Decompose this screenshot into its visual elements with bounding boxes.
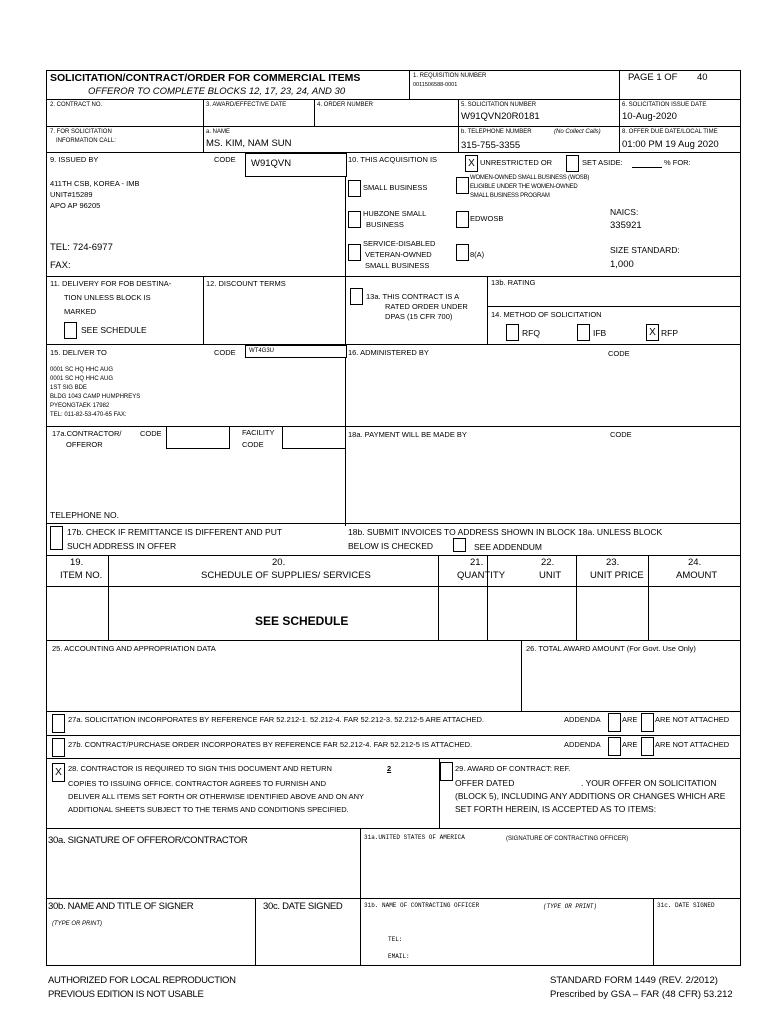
27a-are-not-checkbox[interactable] — [641, 713, 654, 732]
issued-by-address-1: 411TH CSB, KOREA - IMB — [50, 179, 140, 188]
signer-name-label: 30b. NAME AND TITLE OF SIGNER — [48, 901, 194, 912]
col-unit-label: UNIT — [539, 570, 562, 581]
fob-see-schedule-label: SEE SCHEDULE — [81, 325, 147, 335]
officer-type-or-print: (TYPE OR PRINT) — [543, 903, 598, 910]
wosb-checkbox[interactable] — [456, 177, 469, 194]
col-unit-num: 22. — [541, 557, 555, 568]
contractor-code-label: CODE — [140, 429, 162, 438]
naics-value: 335921 — [610, 220, 642, 231]
eight-a-checkbox[interactable] — [456, 244, 469, 261]
size-standard-value: 1,000 — [610, 259, 634, 270]
contract-no-label: 2. CONTRACT NO. — [50, 102, 103, 108]
pct-for-label: % FOR: — [664, 158, 691, 167]
hubzone-label-2: BUSINESS — [366, 220, 404, 229]
29-checkbox[interactable] — [440, 762, 453, 781]
27b-addenda-label: ADDENDA — [564, 740, 601, 749]
phone-note: (No Collect Calls) — [554, 129, 601, 135]
accounting-label: 25. ACCOUNTING AND APPROPRIATION DATA — [52, 644, 216, 653]
block11-line-1: 11. DELIVERY FOR FOB DESTINA- — [50, 279, 172, 288]
block11-line-2: TION UNLESS BLOCK IS — [64, 293, 151, 302]
sdvosb-label-1: SERVICE-DISABLED — [363, 239, 436, 248]
officer-tel-label: TEL: — [388, 936, 403, 943]
29-line-3: (BLOCK 5), INCLUDING ANY ADDITIONS OR CHANGES WHICH ARE — [455, 791, 726, 801]
block13a-line-1: 13a. THIS CONTRACT IS A — [366, 292, 460, 301]
deliver-to-address-3: 1ST SIG BDE — [50, 385, 87, 391]
deliver-to-address-5: PYEONGTAEK 17982 — [50, 403, 110, 409]
phone-value: 315-755-3355 — [461, 140, 521, 151]
rfp-checkbox[interactable]: X — [646, 324, 659, 341]
sdvosb-label-2: VETERAN-OWNED — [365, 250, 432, 259]
27a-text: 27a. SOLICITATION INCORPORATES BY REFERENCE FAR 52.212-1. 52.212-4. FAR 52.212-3. 52.212-5 ARE ATTACHED. — [68, 715, 484, 724]
contractor-label-1: 17a.CONTRACTOR/ — [52, 429, 122, 438]
27a-are-checkbox[interactable] — [608, 713, 621, 732]
signature-officer-label: (SIGNATURE OF CONTRACTING OFFICER) — [506, 836, 629, 842]
see-addendum-checkbox[interactable] — [453, 538, 466, 552]
29-line-2b: . YOUR OFFER ON SOLICITATION — [581, 778, 717, 788]
name-value: MS. KIM, NAM SUN — [206, 138, 292, 149]
issued-by-address-3: APO AP 96205 — [50, 201, 101, 210]
officer-date-signed-label: 31c. DATE SIGNED — [657, 902, 715, 909]
requisition-label: 1. REQUISITION NUMBER — [413, 73, 487, 79]
facility-label-1: FACILITY — [242, 428, 275, 437]
27a-addenda-label: ADDENDA — [564, 715, 601, 724]
27a-checkbox[interactable] — [52, 714, 65, 733]
footer-previous-edition: PREVIOUS EDITION IS NOT USABLE — [48, 989, 204, 1000]
col-schedule-label: SCHEDULE OF SUPPLIES/ SERVICES — [201, 570, 371, 581]
wosb-label-2: ELIGIBLE UNDER THE WOMEN-OWNED — [470, 184, 578, 190]
rfp-label: RFP — [661, 328, 678, 338]
issued-by-label: 9. ISSUED BY — [50, 155, 99, 164]
27b-are-not-checkbox[interactable] — [641, 737, 654, 756]
rfq-checkbox[interactable] — [506, 324, 519, 341]
deliver-to-address-6: TEL: 011-82-53-470-65 FAX: — [50, 412, 127, 418]
set-aside-checkbox[interactable] — [566, 155, 579, 172]
remittance-checkbox[interactable] — [50, 526, 63, 550]
small-business-label: SMALL BUSINESS — [363, 183, 428, 192]
facility-label-2: CODE — [242, 440, 264, 449]
see-addendum-label: SEE ADDENDUM — [474, 542, 543, 552]
dpas-checkbox[interactable] — [350, 288, 363, 305]
page-label: PAGE 1 OF — [628, 72, 678, 83]
block7-label-2: INFORMATION CALL: — [56, 138, 116, 144]
hubzone-checkbox[interactable] — [348, 211, 361, 228]
eight-a-label: 8(A) — [470, 250, 485, 259]
footer-prescribed-by: Prescribed by GSA – FAR (48 CFR) 53.212 — [550, 989, 733, 1000]
invoices-label-2: BELOW IS CHECKED — [348, 541, 434, 551]
form-title: SOLICITATION/CONTRACT/ORDER FOR COMMERCIAL ITEMS — [50, 72, 361, 84]
col-amount-num: 24. — [688, 557, 702, 568]
fob-see-schedule-checkbox[interactable] — [64, 322, 77, 339]
award-date-label: 3. AWARD/EFFECTIVE DATE — [206, 102, 287, 108]
set-aside-blank — [632, 167, 662, 168]
28-line-1: 28. CONTRACTOR IS REQUIRED TO SIGN THIS DOCUMENT AND RETURN — [68, 764, 332, 773]
remittance-label-1: 17b. CHECK IF REMITTANCE IS DIFFERENT AND PUT — [67, 527, 283, 537]
col-unit-price-label: UNIT PRICE — [590, 570, 644, 581]
deliver-to-address-1: 0001 SC HQ HHC AUG — [50, 367, 114, 373]
border-top — [46, 70, 741, 71]
contractor-code-box[interactable] — [166, 426, 230, 449]
col-schedule-num: 20. — [272, 557, 286, 568]
deliver-to-code-label: CODE — [214, 348, 236, 357]
page-total: 40 — [697, 72, 708, 83]
deliver-to-code-value: WT4G3U — [249, 348, 275, 354]
facility-code-box[interactable] — [282, 426, 346, 449]
solicitation-number-label: 5. SOLICITATION NUMBER — [461, 102, 537, 108]
payment-code-label: CODE — [610, 430, 632, 439]
usa-label: 31a.UNITED STATES OF AMERICA — [364, 834, 465, 841]
border-right — [740, 70, 741, 966]
29-line-2a: OFFER DATED — [455, 778, 515, 788]
27b-text: 27b. CONTRACT/PURCHASE ORDER INCORPORATES BY REFERENCE FAR 52.212-4. FAR 52.212-5 IS ATTACHED. — [68, 740, 473, 749]
28-line-4: ADDITIONAL SHEETS SUBJECT TO THE TERMS AND CONDITIONS SPECIFIED. — [68, 805, 349, 814]
rating-label: 13b. RATING — [491, 278, 536, 287]
edwosb-label: EDWOSB — [470, 214, 504, 223]
administered-by-code-label: CODE — [608, 349, 630, 358]
acquisition-label: 10. THIS ACQUISITION IS — [348, 155, 438, 164]
contractor-label-2: OFFEROR — [66, 440, 103, 449]
small-business-checkbox[interactable] — [348, 180, 361, 197]
deliver-to-address-2: 0001 SC HQ HHC AUG — [50, 376, 114, 382]
issue-date-value: 10-Aug-2020 — [622, 111, 677, 122]
naics-label: NAICS: — [610, 207, 639, 217]
hubzone-label-1: HUBZONE SMALL — [363, 209, 427, 218]
27b-are-not-label: ARE NOT ATTACHED — [655, 740, 730, 749]
29-line-4: SET FORTH HEREIN, IS ACCEPTED AS TO ITEMS: — [455, 804, 657, 814]
28-line-2: COPIES TO ISSUING OFFICE. CONTRACTOR AGREES TO FURNISH AND — [68, 779, 327, 788]
27b-are-label: ARE — [622, 740, 638, 749]
col-quantity-num: 21. — [470, 557, 484, 568]
ifb-checkbox[interactable] — [577, 324, 590, 341]
signer-type-or-print: (TYPE OR PRINT) — [52, 921, 103, 927]
see-schedule-heading: SEE SCHEDULE — [255, 614, 349, 628]
27a-are-label: ARE — [622, 715, 638, 724]
administered-by-label: 16. ADMINISTERED BY — [348, 348, 429, 357]
payment-by-label: 18a. PAYMENT WILL BE MADE BY — [348, 430, 467, 439]
offer-due-value: 01:00 PM 19 Aug 2020 — [622, 139, 719, 150]
order-number-label: 4. ORDER NUMBER — [317, 102, 374, 108]
edwosb-checkbox[interactable] — [456, 211, 469, 228]
rfq-label: RFQ — [522, 328, 540, 338]
issue-date-label: 6. SOLICITATION ISSUE DATE — [622, 102, 707, 108]
block13a-line-2: RATED ORDER UNDER — [385, 302, 468, 311]
28-checkbox[interactable]: X — [52, 763, 65, 782]
28-copies: 2 — [387, 764, 392, 773]
name-label: a. NAME — [206, 129, 231, 135]
footer-standard-form: STANDARD FORM 1449 (REV. 2/2012) — [550, 975, 718, 986]
signature-offeror-label: 30a. SIGNATURE OF OFFEROR/CONTRACTOR — [48, 835, 248, 846]
issued-by-address-2: UNIT#15289 — [50, 190, 93, 199]
col-unit-price-num: 23. — [606, 557, 620, 568]
requisition-value: 0011506588-0001 — [413, 82, 458, 88]
27b-are-checkbox[interactable] — [608, 737, 621, 756]
set-aside-label: SET ASIDE: — [582, 158, 623, 167]
27b-checkbox[interactable] — [52, 738, 65, 757]
sf1449-form — [46, 70, 741, 966]
block11-line-3: MARKED — [64, 307, 97, 316]
issued-by-code-label: CODE — [214, 155, 236, 164]
border-left — [46, 70, 47, 966]
invoices-label-1: 18b. SUBMIT INVOICES TO ADDRESS SHOWN IN BLOCK 18a. UNLESS BLOCK — [348, 527, 663, 537]
deliver-to-address-4: BLDG 1043 CAMP HUMPHREYS — [50, 394, 141, 400]
method-label: 14. METHOD OF SOLICITATION — [491, 310, 602, 319]
form-subtitle: OFFEROR TO COMPLETE BLOCKS 12, 17, 23, 24, AND 30 — [88, 86, 346, 97]
block13a-line-3: DPAS (15 CFR 700) — [385, 312, 453, 321]
col-quantity-label: QUANTITY — [457, 570, 506, 581]
wosb-label-3: SMALL BUSINESS PROGRAM — [470, 193, 550, 199]
28-line-3: DELIVER ALL ITEMS SET FORTH OR OTHERWISE IDENTIFIED ABOVE AND ON ANY — [68, 792, 365, 801]
col-item-label: ITEM NO. — [60, 570, 103, 581]
issued-by-fax: FAX: — [50, 260, 71, 271]
phone-label: b. TELEPHONE NUMBER — [461, 129, 532, 135]
contractor-telephone-label: TELEPHONE NO. — [50, 510, 119, 520]
27a-are-not-label: ARE NOT ATTACHED — [655, 715, 730, 724]
col-amount-label: AMOUNT — [676, 570, 718, 581]
size-standard-label: SIZE STANDARD: — [610, 245, 680, 255]
issued-by-tel: TEL: 724-6977 — [50, 242, 113, 253]
col-item-num: 19. — [70, 557, 84, 568]
footer-authorized: AUTHORIZED FOR LOCAL REPRODUCTION — [48, 975, 236, 986]
29-line-1: 29. AWARD OF CONTRACT: REF. — [455, 764, 571, 773]
total-award-label: 26. TOTAL AWARD AMOUNT (For Govt. Use Only) — [526, 644, 696, 653]
offeror-date-signed-label: 30c. DATE SIGNED — [263, 901, 343, 912]
block7-label-1: 7. FOR SOLICITATION — [50, 129, 112, 135]
sdvosb-checkbox[interactable] — [348, 244, 361, 261]
ifb-label: IFB — [593, 328, 607, 338]
issued-by-code-value: W91QVN — [251, 158, 292, 169]
unrestricted-label: UNRESTRICTED OR — [480, 158, 553, 167]
sdvosb-label-3: SMALL BUSINESS — [365, 261, 430, 270]
remittance-label-2: SUCH ADDRESS IN OFFER — [67, 541, 177, 551]
offer-due-label: 8. OFFER DUE DATE/LOCAL TIME — [622, 129, 718, 135]
solicitation-number-value: W91QVN20R0181 — [461, 111, 540, 122]
wosb-label-1: WOMEN-OWNED SMALL BUSINESS (WOSB) — [470, 175, 590, 181]
unrestricted-checkbox[interactable]: X — [465, 155, 478, 172]
officer-name-label: 31b. NAME OF CONTRACTING OFFICER — [364, 902, 480, 909]
discount-terms-label: 12. DISCOUNT TERMS — [206, 279, 286, 288]
deliver-to-label: 15. DELIVER TO — [50, 348, 107, 357]
officer-email-label: EMAIL: — [388, 953, 410, 960]
